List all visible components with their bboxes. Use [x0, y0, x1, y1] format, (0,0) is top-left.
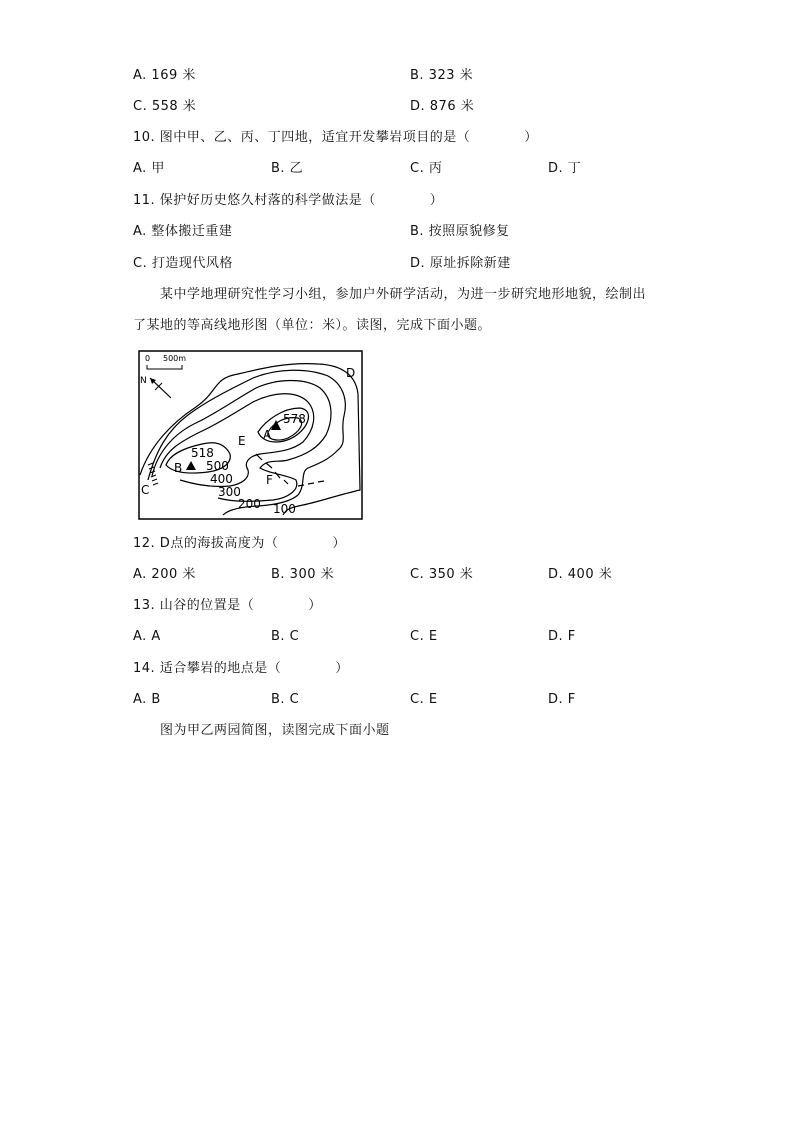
q11-option-c: C. 打造现代风格: [133, 256, 233, 271]
q10-option-b: B. 乙: [271, 161, 304, 176]
q11-option-b: B. 按照原貌修复: [410, 224, 510, 239]
q11-option-d: D. 原址拆除新建: [410, 256, 511, 271]
q12-option-b: B. 300 米: [271, 567, 335, 582]
point-d-label: D: [346, 366, 356, 380]
q10-stem: 10. 图中甲、乙、丙、丁四地，适宜开发攀岩项目的是（ ）: [133, 130, 538, 145]
q14-option-c: C. E: [410, 692, 438, 707]
q13-option-c: C. E: [410, 629, 438, 644]
q14-option-b: B. C: [271, 692, 300, 707]
q12-option-c: C. 350 米: [410, 567, 474, 582]
q10-option-a: A. 甲: [133, 161, 165, 176]
point-c-label: C: [141, 483, 150, 497]
q9-option-a: A. 169 米: [133, 68, 196, 83]
passage-line-1: 某中学地理研究性学习小组，参加户外研学活动，为进一步研究地形地貌，绘制出: [160, 287, 647, 302]
q13-option-a: A. A: [133, 629, 161, 644]
peak-b-elevation: 518: [191, 446, 214, 460]
scale-distance-label: 500m: [163, 354, 187, 363]
q14-option-d: D. F: [548, 692, 576, 707]
q13-option-b: B. C: [271, 629, 300, 644]
passage-line-2: 了某地的等高线地形图（单位：米）。读图，完成下面小题。: [133, 318, 492, 333]
point-f-label: F: [266, 473, 273, 487]
q11-option-a: A. 整体搬迁重建: [133, 224, 233, 239]
peak-a-elevation: 578: [283, 412, 306, 426]
contour-label-300: 300: [218, 485, 241, 499]
scale-zero-label: 0: [145, 354, 151, 363]
q10-option-c: C. 丙: [410, 161, 443, 176]
q9-option-c: C. 558 米: [133, 99, 197, 114]
q14-stem: 14. 适合攀岩的地点是（ ）: [133, 661, 349, 676]
q13-option-d: D. F: [548, 629, 576, 644]
north-label: N: [140, 376, 147, 386]
q13-stem: 13. 山谷的位置是（ ）: [133, 598, 322, 613]
q10-option-d: D. 丁: [548, 161, 582, 176]
q14-option-a: A. B: [133, 692, 161, 707]
point-b-label: B: [174, 461, 183, 475]
closing-prompt: 图为甲乙两园简图，读图完成下面小题: [160, 723, 390, 738]
q12-option-a: A. 200 米: [133, 567, 196, 582]
q12-stem: 12. D点的海拔高度为（ ）: [133, 536, 346, 551]
q11-stem: 11. 保护好历史悠久村落的科学做法是（ ）: [133, 193, 444, 208]
q9-option-b: B. 323 米: [410, 68, 474, 83]
point-e-label: E: [238, 434, 246, 448]
contour-label-100: 100: [273, 502, 296, 516]
contour-map: [138, 350, 363, 520]
contour-label-200: 200: [238, 497, 261, 511]
q12-option-d: D. 400 米: [548, 567, 613, 582]
point-a-label: A: [263, 428, 272, 442]
q9-option-d: D. 876 米: [410, 99, 475, 114]
contour-label-500: 500: [206, 459, 229, 473]
contour-label-400: 400: [210, 472, 233, 486]
